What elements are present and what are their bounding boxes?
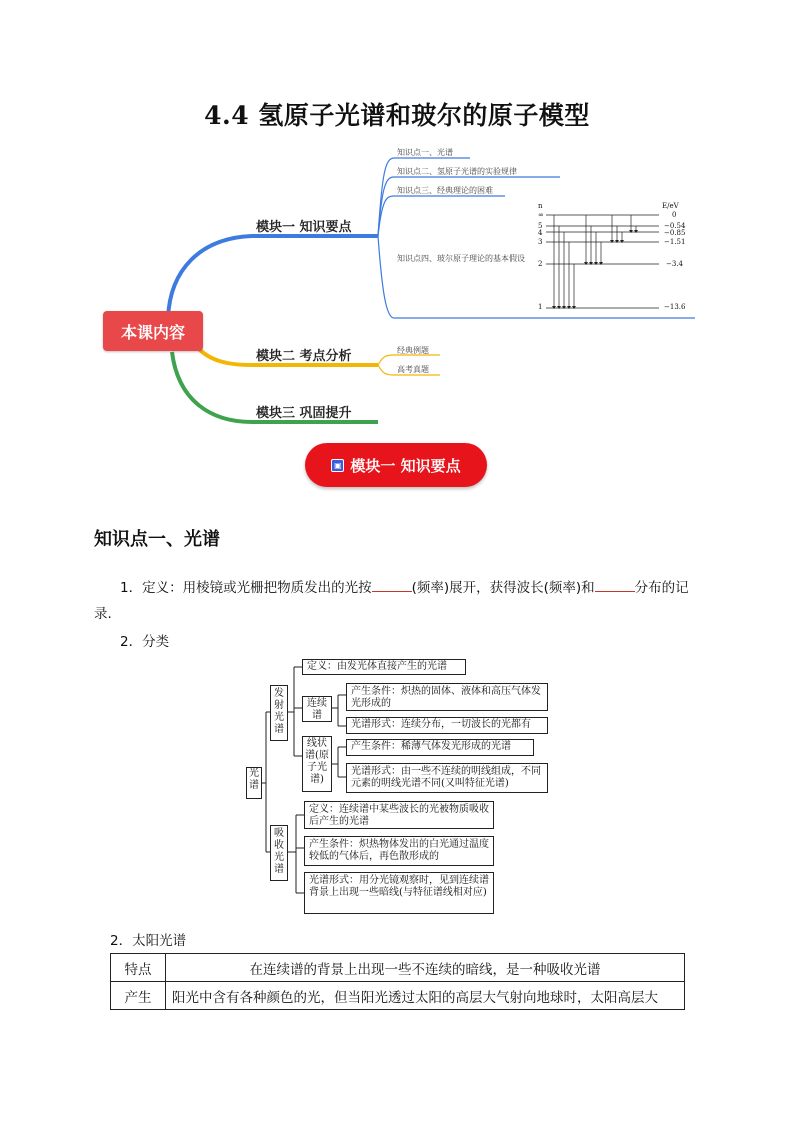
module-icon: ▣ <box>331 459 344 472</box>
mindmap-module3: 模块三 巩固提升 <box>256 406 352 421</box>
tree-abs-cond: 产生条件：炽热物体发出的白光通过温度较低的气体后，再色散形成的 <box>304 836 494 866</box>
energy-level-e: −3.4 <box>666 260 683 268</box>
mindmap-item: 知识点三、经典理论的困难 <box>397 186 493 195</box>
tree-line-cond: 产生条件：稀薄气体发光形成的光谱 <box>346 739 534 756</box>
energy-level-e: −13.6 <box>664 303 686 311</box>
tree-cont-form: 光谱形式：连续分布，一切波长的光都有 <box>346 717 548 734</box>
tree-line-form: 光谱形式：由一些不连续的明线组成，不同元素的明线光谱不同(又叫特征光谱) <box>346 763 548 793</box>
page-title: 4.4 氢原子光谱和玻尔的原子模型 <box>204 101 590 130</box>
table-cell-value: 阳光中含有各种颜色的光，但当阳光透过太阳的高层大气射向地球时，太阳高层大 <box>166 982 685 1010</box>
energy-e-label: E/eV <box>662 202 679 210</box>
energy-level-e: −1.51 <box>664 238 686 246</box>
energy-level-n: 2 <box>538 260 543 268</box>
energy-level-n: 1 <box>538 303 543 311</box>
module1-button-label: 模块一 知识要点 <box>350 456 461 475</box>
mindmap-item: 知识点四、玻尔原子理论的基本假设 <box>397 254 525 263</box>
mindmap-root: 本课内容 <box>103 311 203 351</box>
tree-abs-form: 光谱形式：用分光镜观察时，见到连续谱背景上出现一些暗线(与特征谱线相对应) <box>304 872 494 914</box>
mindmap-item: 高考真题 <box>397 365 429 374</box>
mindmap-item: 知识点一、光谱 <box>397 148 453 157</box>
table-row <box>111 982 685 1010</box>
mindmap-item: 知识点二、氢原子光谱的实验规律 <box>397 167 517 176</box>
energy-level-e: −0.85 <box>664 229 686 237</box>
tree-absorption: 吸收光谱 <box>270 825 288 881</box>
table-row <box>111 954 685 982</box>
energy-level-n: 5 <box>538 222 543 230</box>
mindmap-item: 经典例题 <box>397 346 429 355</box>
table-cell-value: 在连续谱的背景上出现一些不连续的暗线，是一种吸收光谱 <box>166 954 685 982</box>
tree-root: 光谱 <box>246 767 262 799</box>
classification-label: 2．分类 <box>120 634 170 650</box>
tree-emission: 发射光谱 <box>270 685 288 741</box>
energy-level-e: −0.54 <box>664 222 686 230</box>
energy-level-n: 3 <box>538 238 543 246</box>
tree-continuous: 连续谱 <box>302 696 332 722</box>
tree-line: 线状谱(原子光谱) <box>302 736 332 792</box>
sun-spectrum-label: 2．太阳光谱 <box>110 933 187 949</box>
table-cell-key: 特点 <box>111 954 166 982</box>
sun-spectrum-table <box>110 953 685 1010</box>
section-heading: 知识点一、光谱 <box>94 529 220 550</box>
tree-cont-cond: 产生条件：炽热的固体、液体和高压气体发光形成的 <box>346 683 548 711</box>
energy-n-label: n <box>538 202 543 210</box>
tree-abs-def: 定义：连续谱中某些波长的光被物质吸收后产生的光谱 <box>304 801 494 829</box>
definition-line2: 录. <box>94 606 112 622</box>
mindmap-module1: 模块一 知识要点 <box>256 220 352 235</box>
definition-line1: 1．定义：用棱镜或光栅把物质发出的光按 (频率)展开，获得波长(频率)和 分布的记 <box>120 580 689 596</box>
energy-level-n: 4 <box>538 229 543 237</box>
mindmap-module2: 模块二 考点分析 <box>256 349 352 364</box>
energy-level-e: 0 <box>672 211 677 219</box>
table-cell-key: 产生 <box>111 982 166 1010</box>
energy-level-n: ∞ <box>538 211 544 219</box>
tree-emission-def: 定义：由发光体直接产生的光谱 <box>302 659 466 675</box>
